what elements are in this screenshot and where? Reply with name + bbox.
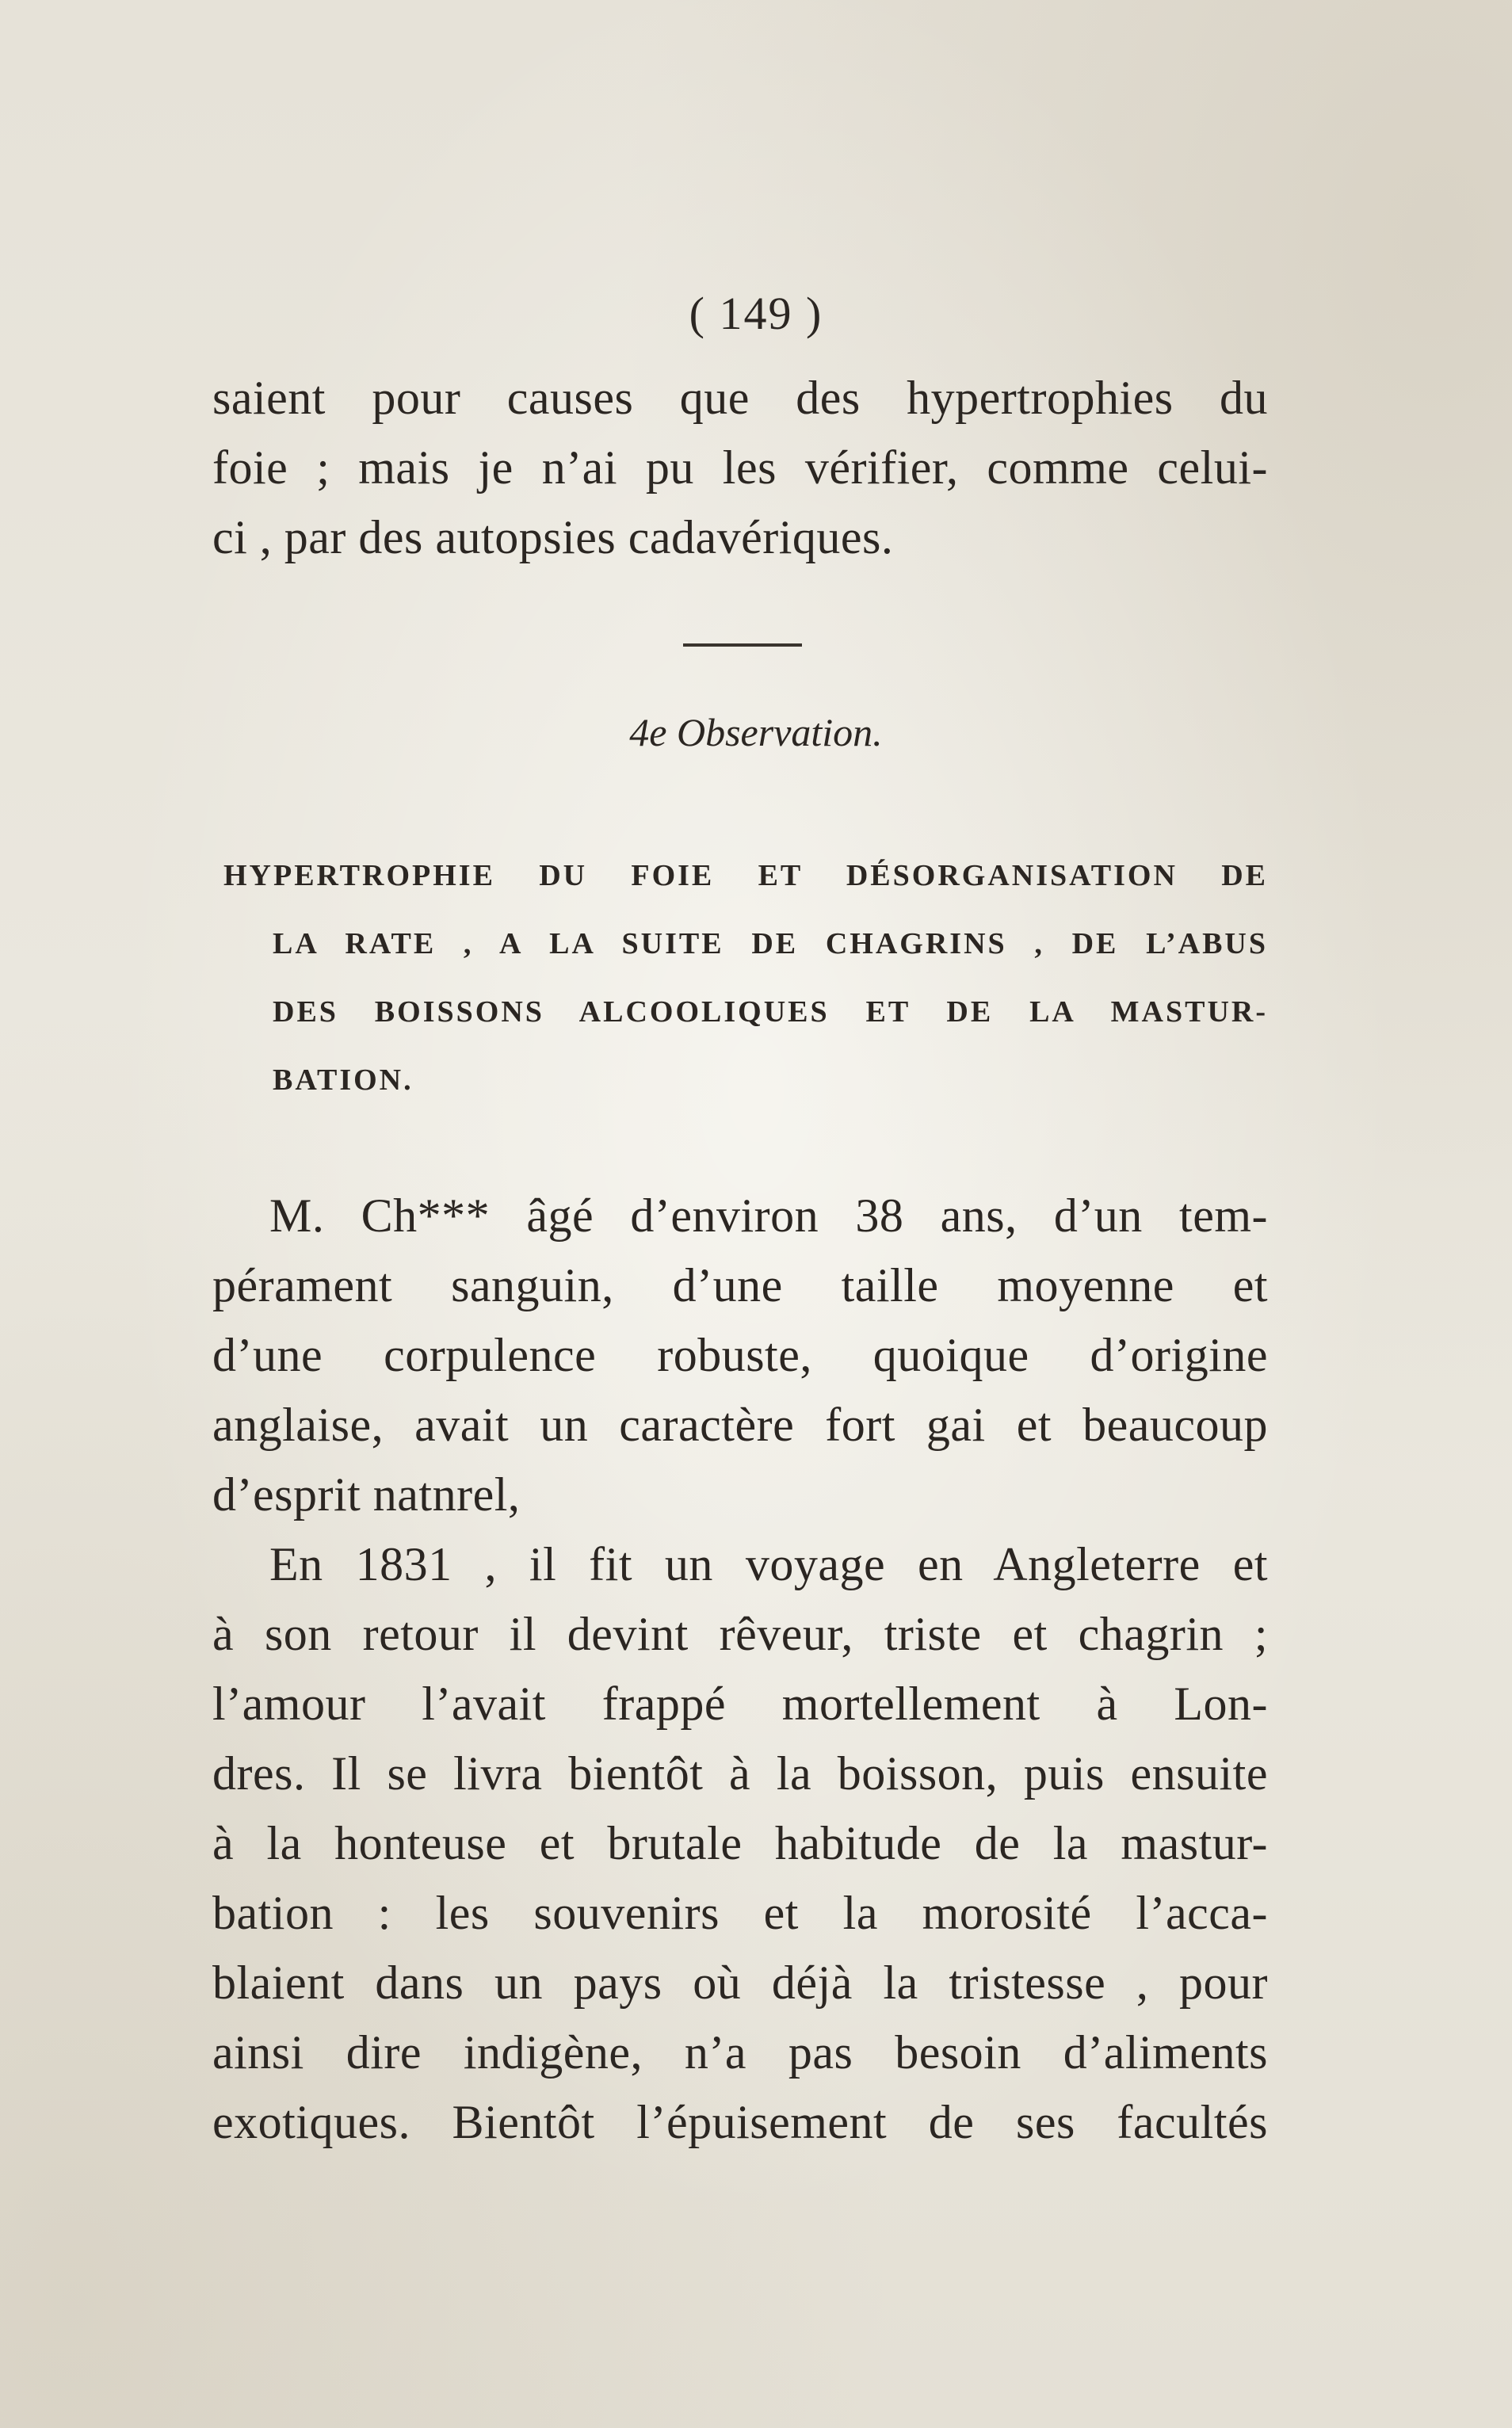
text-line: pérament sanguin, d’une taille moyenne et: [212, 1259, 1268, 1311]
text-line: bation : les souvenirs et la morosité l’acca-: [212, 1887, 1268, 1939]
heading-line: HYPERTROPHIE DU FOIE ET DÉSORGANISATION DE: [223, 859, 1268, 892]
body-paragraph-2: [212, 1529, 1268, 2157]
opening-paragraph: [212, 363, 1268, 572]
text-line: M. Ch*** âgé d’environ 38 ans, d’un tem-: [269, 1189, 1268, 1242]
text-line: exotiques. Bientôt l’épuisement de ses facultés: [212, 2096, 1268, 2148]
body-paragraph-1: [212, 1181, 1268, 1529]
text-line: En 1831 , il fit un voyage en Angleterre et: [269, 1538, 1268, 1590]
heading-line: BATION.: [273, 1063, 414, 1097]
page-number: ( 149 ): [689, 288, 823, 339]
section-divider: [683, 643, 802, 647]
text-line: d’esprit natnrel,: [212, 1468, 521, 1521]
case-heading: [223, 842, 1268, 1114]
text-line: saient pour causes que des hypertrophies du: [212, 372, 1268, 424]
text-line: à la honteuse et brutale habitude de la mastur-: [212, 1817, 1268, 1869]
text-line: ainsi dire indigène, n’a pas besoin d’aliments: [212, 2026, 1268, 2079]
heading-line: LA RATE , A LA SUITE DE CHAGRINS , DE L’ABUS: [273, 927, 1268, 960]
text-line: blaient dans un pays où déjà la tristesse , pour: [212, 1957, 1268, 2009]
text-line: ci , par des autopsies cadavériques.: [212, 511, 894, 563]
observation-title: 4e Observation.: [629, 710, 883, 754]
text-line: foie ; mais je n’ai pu les vérifier, comme celui-: [212, 441, 1268, 494]
text-line: anglaise, avait un caractère fort gai et beaucoup: [212, 1399, 1268, 1451]
text-line: à son retour il devint rêveur, triste et chagrin ;: [212, 1608, 1268, 1660]
heading-line: DES BOISSONS ALCOOLIQUES ET DE LA MASTUR-: [273, 995, 1268, 1029]
text-line: l’amour l’avait frappé mortellement à Lon-: [212, 1678, 1268, 1730]
text-line: d’une corpulence robuste, quoique d’origine: [212, 1329, 1268, 1381]
text-line: dres. Il se livra bientôt à la boisson, puis ensuite: [212, 1747, 1268, 1800]
